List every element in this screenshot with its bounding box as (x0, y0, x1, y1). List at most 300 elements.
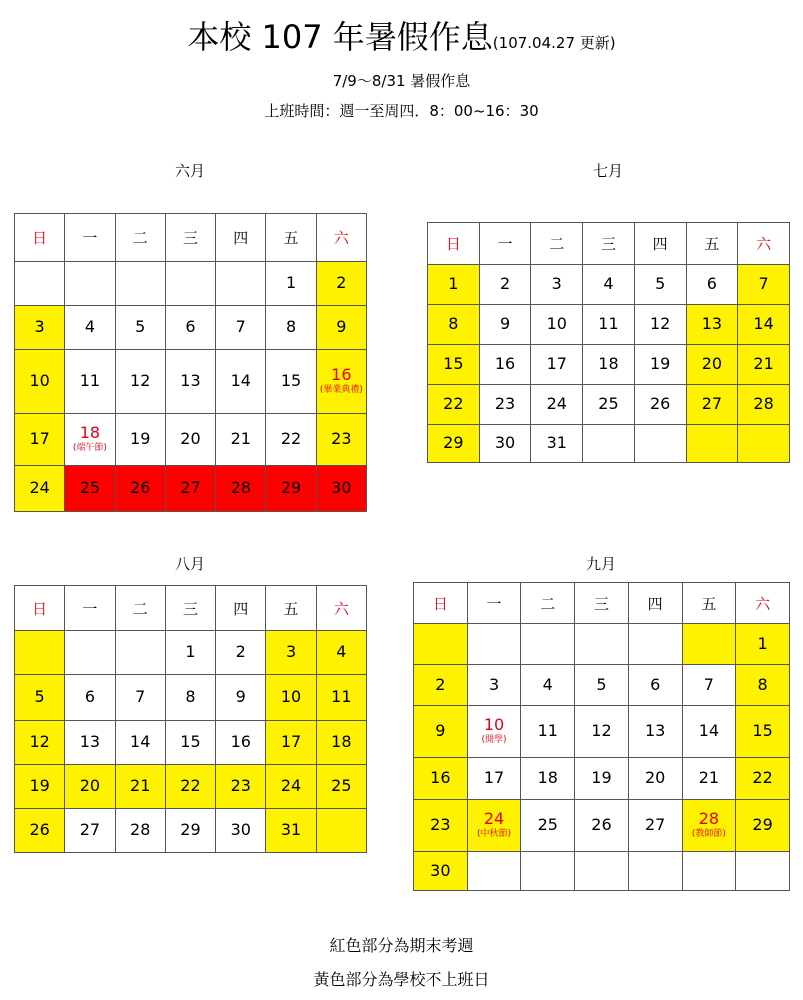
weekday-sat: 六 (316, 586, 366, 631)
day-number: 6 (185, 317, 196, 337)
day-cell (216, 675, 266, 721)
day-cell (266, 675, 316, 721)
day-cell (216, 721, 266, 765)
empty-day-cell (115, 262, 165, 306)
day-cell (628, 665, 682, 706)
weekday-wed: 三 (165, 586, 215, 631)
empty-day-cell (65, 262, 115, 306)
day-cell (736, 665, 790, 706)
day-cell (65, 306, 115, 350)
day-cell (65, 809, 115, 853)
day-number: 30 (430, 860, 451, 880)
day-cell (521, 706, 575, 758)
weekday-wed: 三 (165, 214, 215, 262)
day-cell (115, 721, 165, 765)
day-number: 17 (546, 354, 567, 374)
day-number: 6 (650, 674, 661, 694)
day-number: 4 (336, 642, 347, 662)
day-cell (634, 345, 686, 385)
day-cell (316, 306, 366, 350)
day-cell (634, 385, 686, 425)
day-cell (266, 809, 316, 853)
day-cell (115, 675, 165, 721)
week-row (414, 706, 790, 758)
day-cell (736, 624, 790, 665)
day-cell (165, 631, 215, 675)
day-cell (115, 765, 165, 809)
day-number: 5 (596, 674, 607, 694)
day-cell (65, 350, 115, 414)
day-cell (467, 758, 521, 800)
day-number: 21 (130, 776, 151, 796)
day-cell (479, 265, 531, 305)
day-number: 8 (448, 314, 459, 334)
weekday-mon: 一 (65, 214, 115, 262)
empty-day-cell (467, 852, 521, 891)
day-cell (531, 305, 583, 345)
day-cell (634, 265, 686, 305)
empty-day-cell (15, 631, 65, 675)
day-cell (316, 262, 366, 306)
day-number: 12 (130, 371, 151, 391)
day-cell (531, 345, 583, 385)
weekday-sat: 六 (316, 214, 366, 262)
week-row (15, 414, 367, 466)
day-number: 17 (280, 732, 302, 752)
day-number: 21 (753, 354, 774, 374)
weekday-mon: 一 (467, 583, 521, 624)
day-number: 1 (185, 642, 196, 662)
day-number: 27 (180, 478, 201, 498)
holiday-note: (開學) (481, 734, 507, 745)
day-number: 15 (280, 371, 302, 391)
day-number: 18 (598, 354, 619, 374)
day-cell (583, 305, 635, 345)
day-cell (216, 765, 266, 809)
day-cell (428, 345, 480, 385)
day-number: 26 (29, 820, 50, 840)
day-number: 23 (430, 815, 451, 835)
day-cell (414, 800, 468, 852)
day-cell (575, 800, 629, 852)
day-number: 8 (185, 687, 196, 707)
month-label-june: 六月 (174, 162, 205, 180)
day-number: 19 (591, 768, 612, 788)
day-number: 28 (698, 809, 720, 829)
empty-day-cell (316, 809, 366, 853)
day-cell (216, 809, 266, 853)
day-number: 1 (757, 633, 768, 653)
day-number: 5 (655, 274, 666, 294)
day-number: 13 (701, 314, 723, 334)
day-cell (15, 765, 65, 809)
day-cell (531, 265, 583, 305)
empty-day-cell (115, 631, 165, 675)
page-title (0, 12, 803, 58)
day-cell (736, 706, 790, 758)
day-cell (682, 665, 736, 706)
day-number: 11 (79, 371, 101, 391)
title-main: 本校 107 年暑假作息 (187, 18, 493, 56)
day-number: 25 (598, 394, 619, 414)
day-number: 3 (34, 317, 45, 337)
day-number: 3 (285, 642, 297, 662)
day-cell (316, 350, 366, 414)
day-number: 19 (29, 776, 50, 796)
day-cell (65, 765, 115, 809)
day-cell (583, 265, 635, 305)
empty-day-cell (682, 852, 736, 891)
day-number: 16 (494, 354, 516, 374)
day-number: 24 (483, 809, 505, 829)
week-row (15, 350, 367, 414)
day-number: 31 (280, 820, 302, 840)
day-number: 24 (546, 394, 567, 414)
day-cell (115, 306, 165, 350)
holiday-note: (端午節) (72, 442, 107, 453)
day-cell (686, 345, 738, 385)
day-number: 23 (230, 776, 251, 796)
day-cell (521, 800, 575, 852)
calendar-august (14, 585, 367, 853)
day-number: 2 (235, 642, 246, 662)
day-number: 13 (644, 721, 666, 741)
day-number: 31 (546, 433, 567, 453)
day-number: 11 (598, 314, 619, 334)
day-number: 10 (29, 371, 50, 391)
day-number: 29 (180, 820, 201, 840)
weekday-header-row (15, 214, 367, 262)
day-number: 30 (331, 478, 352, 498)
day-cell (414, 758, 468, 800)
week-row (428, 305, 790, 345)
weekday-header-row (15, 586, 367, 631)
week-row (15, 466, 367, 512)
day-cell (467, 665, 521, 706)
empty-day-cell (583, 425, 635, 463)
day-number: 4 (84, 317, 96, 337)
calendar-june (14, 213, 367, 512)
empty-day-cell (521, 624, 575, 665)
day-cell (686, 265, 738, 305)
week-row (428, 385, 790, 425)
day-number: 26 (130, 478, 151, 498)
day-number: 7 (703, 674, 714, 694)
day-cell (682, 758, 736, 800)
week-row (15, 631, 367, 675)
day-cell (65, 466, 115, 512)
weekday-fri: 五 (686, 223, 738, 265)
day-cell (634, 305, 686, 345)
day-cell (316, 765, 366, 809)
weekday-tue: 二 (521, 583, 575, 624)
weekday-mon: 一 (65, 586, 115, 631)
week-row (15, 262, 367, 306)
day-number: 18 (331, 732, 352, 752)
day-number: 2 (435, 674, 446, 694)
day-cell (414, 852, 468, 891)
day-number: 23 (494, 394, 516, 414)
week-row (414, 800, 790, 852)
weekday-sun: 日 (15, 586, 65, 631)
day-number: 18 (537, 768, 558, 788)
day-number: 22 (280, 429, 302, 449)
day-cell (115, 350, 165, 414)
day-number: 9 (499, 314, 511, 334)
day-cell (479, 425, 531, 463)
weekday-sun: 日 (414, 583, 468, 624)
week-row (414, 758, 790, 800)
day-number: 16 (331, 365, 352, 385)
day-number: 29 (443, 433, 464, 453)
day-number: 4 (603, 274, 614, 294)
empty-day-cell (575, 624, 629, 665)
empty-day-cell (15, 262, 65, 306)
day-cell (521, 758, 575, 800)
day-cell (15, 675, 65, 721)
empty-day-cell (628, 624, 682, 665)
day-cell (736, 800, 790, 852)
day-number: 24 (280, 776, 302, 796)
day-number: 20 (701, 354, 723, 374)
empty-day-cell (521, 852, 575, 891)
day-cell (738, 385, 790, 425)
weekday-fri: 五 (682, 583, 736, 624)
day-cell (316, 721, 366, 765)
day-number: 8 (757, 674, 768, 694)
empty-day-cell (634, 425, 686, 463)
weekday-header-row (414, 583, 790, 624)
day-cell (15, 414, 65, 466)
day-cell (575, 706, 629, 758)
day-number: 14 (230, 371, 251, 391)
day-cell (115, 466, 165, 512)
day-number: 13 (79, 732, 101, 752)
day-number: 26 (649, 394, 671, 414)
day-cell (479, 385, 531, 425)
week-row (15, 721, 367, 765)
day-number: 7 (135, 687, 146, 707)
empty-day-cell (467, 624, 521, 665)
week-row (15, 675, 367, 721)
day-number: 3 (551, 274, 562, 294)
weekday-thu: 四 (216, 214, 266, 262)
day-cell (479, 345, 531, 385)
day-cell (414, 665, 468, 706)
day-cell (316, 414, 366, 466)
holiday-note: (教師節) (691, 828, 726, 839)
day-cell (575, 665, 629, 706)
day-number: 24 (29, 478, 50, 498)
empty-day-cell (165, 262, 215, 306)
day-number: 12 (649, 314, 671, 334)
weekday-header-row (428, 223, 790, 265)
empty-day-cell (736, 852, 790, 891)
day-cell (65, 414, 115, 466)
day-cell (115, 414, 165, 466)
holiday-note: (中秋節) (477, 828, 512, 839)
weekday-tue: 二 (531, 223, 583, 265)
day-number: 20 (180, 429, 201, 449)
empty-day-cell (65, 631, 115, 675)
day-cell (531, 425, 583, 463)
day-number: 29 (752, 815, 773, 835)
week-row (428, 265, 790, 305)
day-cell (428, 425, 480, 463)
legend-yellow: 黃色部分為學校不上班日 (313, 970, 490, 989)
day-cell (628, 706, 682, 758)
day-number: 30 (230, 820, 251, 840)
day-number: 28 (130, 820, 151, 840)
day-number: 19 (649, 354, 671, 374)
day-number: 18 (79, 423, 101, 443)
day-number: 7 (235, 317, 246, 337)
weekday-tue: 二 (115, 586, 165, 631)
day-cell (15, 721, 65, 765)
weekday-fri: 五 (266, 214, 316, 262)
day-number: 25 (331, 776, 352, 796)
day-number: 27 (701, 394, 723, 414)
empty-day-cell (686, 425, 738, 463)
day-number: 25 (79, 478, 101, 498)
day-cell (316, 675, 366, 721)
day-number: 15 (180, 732, 201, 752)
day-cell (686, 305, 738, 345)
day-number: 3 (488, 674, 500, 694)
holiday-note: (畢業典禮) (319, 384, 363, 395)
empty-day-cell (216, 262, 266, 306)
day-number: 12 (29, 732, 50, 752)
day-number: 20 (79, 776, 101, 796)
month-label-july: 七月 (592, 162, 623, 180)
week-row (15, 306, 367, 350)
day-cell (165, 721, 215, 765)
week-row (15, 809, 367, 853)
weekday-sat: 六 (736, 583, 790, 624)
week-row (15, 765, 367, 809)
weekday-wed: 三 (583, 223, 635, 265)
day-cell (583, 385, 635, 425)
day-cell (736, 758, 790, 800)
day-number: 30 (494, 433, 516, 453)
day-cell (682, 800, 736, 852)
weekday-tue: 二 (115, 214, 165, 262)
weekday-wed: 三 (575, 583, 629, 624)
day-number: 13 (180, 371, 201, 391)
day-number: 14 (753, 314, 774, 334)
weekday-sun: 日 (15, 214, 65, 262)
day-cell (165, 765, 215, 809)
day-number: 6 (706, 274, 717, 294)
day-number: 17 (483, 768, 505, 788)
day-number: 10 (483, 715, 505, 735)
day-cell (216, 631, 266, 675)
day-number: 5 (135, 317, 146, 337)
day-cell (575, 758, 629, 800)
day-cell (531, 385, 583, 425)
day-cell (686, 385, 738, 425)
day-number: 27 (644, 815, 666, 835)
month-label-august: 八月 (174, 555, 205, 573)
day-number: 25 (537, 815, 558, 835)
day-cell (15, 466, 65, 512)
day-cell (266, 721, 316, 765)
day-number: 28 (230, 478, 251, 498)
weekday-fri: 五 (266, 586, 316, 631)
day-cell (583, 345, 635, 385)
day-number: 26 (591, 815, 612, 835)
day-number: 16 (430, 768, 451, 788)
day-number: 27 (79, 820, 101, 840)
day-number: 20 (644, 768, 666, 788)
day-number: 5 (34, 687, 45, 707)
day-number: 21 (698, 768, 720, 788)
day-number: 10 (546, 314, 567, 334)
day-number: 2 (336, 273, 347, 293)
weekday-thu: 四 (216, 586, 266, 631)
day-cell (165, 675, 215, 721)
week-row (428, 425, 790, 463)
day-number: 28 (753, 394, 774, 414)
day-cell (165, 414, 215, 466)
week-row (428, 345, 790, 385)
week-row (414, 852, 790, 891)
day-cell (738, 345, 790, 385)
day-cell (428, 385, 480, 425)
day-number: 11 (537, 721, 558, 741)
day-cell (266, 262, 316, 306)
day-number: 14 (698, 721, 720, 741)
day-cell (216, 350, 266, 414)
week-row (414, 665, 790, 706)
day-cell (316, 466, 366, 512)
day-cell (738, 265, 790, 305)
day-cell (414, 706, 468, 758)
day-number: 15 (443, 354, 464, 374)
day-cell (65, 675, 115, 721)
day-cell (165, 306, 215, 350)
calendar-july (427, 222, 790, 463)
weekday-thu: 四 (628, 583, 682, 624)
day-cell (266, 350, 316, 414)
day-number: 1 (448, 274, 459, 294)
day-number: 4 (542, 674, 553, 694)
day-number: 22 (752, 768, 773, 788)
day-cell (266, 306, 316, 350)
day-number: 16 (230, 732, 251, 752)
day-number: 14 (130, 732, 151, 752)
day-cell (15, 809, 65, 853)
empty-day-cell (414, 624, 468, 665)
day-cell (266, 466, 316, 512)
day-cell (428, 305, 480, 345)
day-cell (165, 809, 215, 853)
day-number: 2 (499, 274, 511, 294)
day-number: 19 (130, 429, 151, 449)
day-cell (316, 631, 366, 675)
period-text: 7/9～8/31 暑假作息 (332, 72, 471, 90)
weekday-mon: 一 (479, 223, 531, 265)
day-number: 8 (285, 317, 297, 337)
month-label-september: 九月 (585, 555, 616, 573)
weekday-sat: 六 (738, 223, 790, 265)
day-number: 22 (180, 776, 201, 796)
day-number: 22 (443, 394, 464, 414)
day-cell (628, 758, 682, 800)
day-cell (15, 350, 65, 414)
day-cell (165, 466, 215, 512)
day-number: 10 (280, 687, 302, 707)
